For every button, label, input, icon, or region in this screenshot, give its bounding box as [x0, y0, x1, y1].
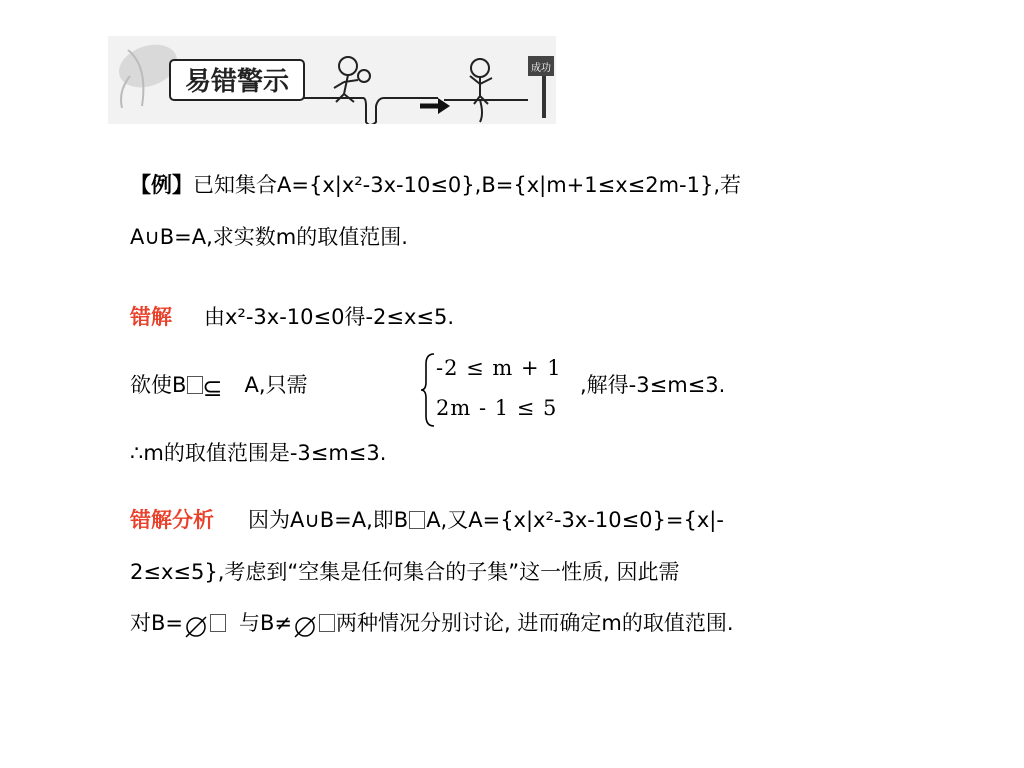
- wrong-solution-line-1: [130, 302, 454, 332]
- missing-glyph-box: [319, 614, 335, 632]
- wrong-solution-conclusion: [130, 438, 386, 468]
- analysis-text-1a: 因为A∪B=A,即B: [248, 508, 409, 532]
- left-brace-icon: [420, 352, 436, 428]
- analysis-line-2: [130, 557, 680, 587]
- wrong-solution-conclusion-text: ∴m的取值范围是-3≤m≤3.: [130, 441, 387, 465]
- wrong-solution-step-1: 由x²-3x-10≤0得-2≤x≤5.: [204, 305, 455, 329]
- analysis-text-3c: 两种情况分别讨论, 进而确定m的取值范围.: [336, 611, 734, 635]
- banner-graphic: [108, 36, 556, 124]
- wrong-solution-result: [580, 370, 725, 400]
- system-equation-2: 2m - 1 ≤ 5: [436, 396, 558, 420]
- empty-set-icon: [183, 612, 209, 638]
- wrong-solution-step-2a: 欲使B: [130, 373, 187, 397]
- missing-glyph-box: [187, 376, 203, 394]
- wrong-solution-step-2c: ,解得-3≤m≤3.: [580, 373, 726, 397]
- example-line-2: [130, 222, 408, 252]
- inequality-system: [420, 352, 560, 432]
- signpost-label: 成功: [531, 63, 551, 74]
- analysis-text-3a: 对B=: [130, 611, 184, 635]
- example-text-1: 已知集合A={x|x²-3x-10≤0},B={x|m+1≤x≤2m-1},若: [193, 173, 742, 197]
- banner-title: 易错警示: [184, 67, 290, 97]
- missing-glyph-box: [409, 511, 425, 529]
- analysis-text-3b: 与B≠: [239, 611, 293, 635]
- analysis-text-1b: A,又A={x|x²-3x-10≤0}={x|-: [426, 508, 724, 532]
- wrong-solution-step-2b: A,只需: [244, 373, 308, 397]
- wrong-solution-line-2: [130, 370, 308, 403]
- analysis-line-1: [130, 505, 724, 535]
- missing-glyph-box: [210, 614, 226, 632]
- empty-set-icon: [292, 612, 318, 638]
- example-text-2: A∪B=A,求实数m的取值范围.: [130, 225, 408, 249]
- error-warning-banner: [108, 36, 556, 124]
- example-line-1: [130, 170, 741, 200]
- system-equation-1: -2 ≤ m + 1: [436, 356, 562, 380]
- wrong-solution-label: 错解: [130, 305, 172, 329]
- example-tag: 【例】: [130, 173, 193, 197]
- analysis-line-3: [130, 608, 734, 638]
- subset-symbol-icon: ⊆: [202, 374, 223, 402]
- analysis-label: 错解分析: [130, 508, 214, 532]
- analysis-text-2: 2≤x≤5},考虑到“空集是任何集合的子集”这一性质, 因此需: [130, 560, 680, 584]
